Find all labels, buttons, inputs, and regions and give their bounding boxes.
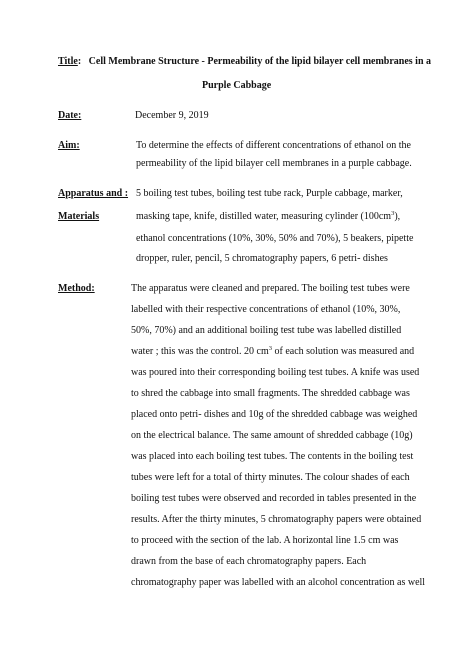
title-text-continued: Purple Cabbage <box>202 80 272 91</box>
aim-line-2: permeability of the lipid bilayer cell membranes in a purple cabbage. <box>136 158 412 169</box>
method-line-13: to proceed with the section of the lab. A horizontal line 1.5 cm was <box>131 535 399 546</box>
method-label: Method: <box>58 283 95 294</box>
method-line-11: boiling test tubes were observed and recorded in tables presented in the <box>131 493 417 504</box>
title-label: Title <box>58 56 78 67</box>
apparatus-line-3: ethanol concentrations (10%, 30%, 50% and 70%), 5 beakers, pipette <box>136 233 414 244</box>
method-line-10: tubes were left for a total of thirty minutes. The colour shades of each <box>131 472 410 483</box>
method-line-7: placed onto petri- dishes and 10g of the shredded cabbage was weighed <box>131 409 418 420</box>
apparatus-line-1: 5 boiling test tubes, boiling test tube rack, Purple cabbage, marker, <box>136 188 403 199</box>
materials-label: Materials <box>58 211 100 222</box>
title-text: Cell Membrane Structure - Permeability of the lipid bilayer cell membranes in a <box>88 56 432 67</box>
aim-line-1: To determine the effects of different concentrations of ethanol on the <box>136 140 411 151</box>
date-label: Date: <box>58 110 82 121</box>
method-line-2: labelled with their respective concentrations of ethanol (10%, 30%, <box>131 304 401 315</box>
title-line: Title: Cell Membrane Structure - Permeability of the lipid bilayer cell membranes in a <box>58 56 432 67</box>
method-line-15: chromatography paper was labelled with an alcohol concentration as well <box>131 577 426 588</box>
apparatus-label: Apparatus and : <box>58 188 129 199</box>
aim-label: Aim: <box>58 140 80 151</box>
apparatus-line-4: dropper, ruler, pencil, 5 chromatography papers, 6 petri- dishes <box>136 253 388 264</box>
method-line-3: 50%, 70%) and an additional boiling test tube was labelled distilled <box>131 325 402 336</box>
apparatus-line-2: masking tape, knife, distilled water, measuring cylinder $(100cm^3)$, <box>136 210 401 222</box>
method-line-5: was poured into their corresponding boiling test tubes. A knife was used <box>131 367 420 378</box>
method-line-6: to shred the cabbage into small fragments. The shredded cabbage was <box>131 388 410 399</box>
date-value: December 9, 2019 <box>135 110 209 121</box>
method-line-8: on the electrical balance. The same amount of shredded cabbage (10g) <box>131 430 413 441</box>
method-line-9: was placed into each boiling test tubes. The contents in the boiling test <box>131 451 414 462</box>
method-line-1: The apparatus were cleaned and prepared. The boiling test tubes were <box>131 283 410 294</box>
method-line-12: results. After the thirty minutes, 5 chromatography papers were obtained <box>131 514 422 525</box>
method-line-14: drawn from the base of each chromatography papers. Each <box>131 556 367 567</box>
method-line-4: water ; this was the control. 20 $cm^3$ of each solution was measured and <box>131 345 415 357</box>
